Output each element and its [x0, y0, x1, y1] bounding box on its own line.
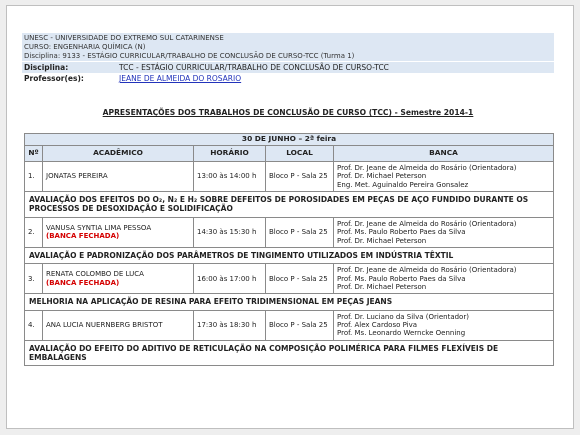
table-row	[25, 217, 554, 247]
student-name: VANUSA SYNTIA LIMA PESSOA	[46, 223, 152, 232]
banca-member: Prof. Alex Cardoso Piva	[337, 320, 418, 329]
closed-banca-note: (BANCA FECHADA)	[46, 278, 120, 287]
row-number: 2.	[25, 217, 43, 247]
student-cell	[43, 162, 194, 192]
closed-banca-note: (BANCA FECHADA)	[46, 232, 120, 241]
schedule-table	[24, 133, 554, 366]
professor-label: Professor(es):	[24, 74, 84, 83]
thesis-title: AVALIAÇÃO DO EFEITO DO ADITIVO DE RETICULAÇÃO NA COMPOSIÇÃO POLIMÉRICA PARA FILMES FLEXÍVEIS DE EMBALAGENS	[25, 340, 554, 366]
thesis-title: AVALIAÇÃO E PADRONIZAÇÃO DOS PARÂMETROS DE TINGIMENTO UTILIZADOS EM INDÚSTRIA TÊXTIL	[25, 247, 554, 263]
table-row	[25, 264, 554, 294]
page-title: APRESENTAÇÕES DOS TRABALHOS DE CONCLUSÃO DE CURSO (TCC) - Semestre 2014-1	[102, 108, 474, 117]
banca-member: Prof. Ms. Paulo Roberto Paes da Silva	[337, 274, 466, 283]
discipline-label: Disciplina:	[24, 63, 69, 72]
discipline-value: TCC - ESTÁGIO CURRICULAR/TRABALHO DE CONCLUSÃO DE CURSO-TCC	[119, 63, 389, 72]
student-name: JONATAS PEREIRA	[46, 172, 108, 181]
professor-row	[22, 73, 554, 84]
student-name: ANA LUCIA NUERNBERG BRISTOT	[46, 320, 163, 329]
banca-cell	[334, 217, 554, 247]
thesis-title: MELHORIA NA APLICAÇÃO DE RESINA PARA EFEITO TRIDIMENSIONAL EM PEÇAS JEANS	[25, 294, 554, 310]
banca-member: Eng. Met. Aguinaldo Pereira Gonsalez	[337, 180, 469, 189]
time-cell: 13:00 às 14:00 h	[194, 162, 266, 192]
course-line: CURSO: ENGENHARIA QUÍMICA (N)	[24, 43, 146, 51]
time-cell: 16:00 às 17:00 h	[194, 264, 266, 294]
thesis-title: AVALIAÇÃO DOS EFEITOS DO O₂, N₂ E H₂ SOBRE DEFEITOS DE POROSIDADES EM PEÇAS DE AÇO FUNDIDO DURANTE OS PROCESSOS DE DESOXIDAÇÃO E SOLIDIFICAÇÃO	[25, 192, 554, 218]
discipline-code-line: Disciplina: 9133 - ESTÁGIO CURRICULAR/TRABALHO DE CONCLUSÃO DE CURSO-TCC (Turma 1)	[24, 52, 355, 60]
table-row	[25, 310, 554, 340]
table-row	[25, 162, 554, 192]
column-header-num: Nº	[25, 146, 43, 162]
discipline-row	[22, 62, 554, 73]
place-cell: Bloco P - Sala 25	[266, 162, 334, 192]
column-header-time: HORÁRIO	[194, 146, 266, 162]
professor-link[interactable]: JEANE DE ALMEIDA DO ROSARIO	[119, 74, 242, 83]
banca-member: Prof. Dr. Luciano da Silva (Orientador)	[337, 312, 469, 321]
banca-member: Prof. Dr. Jeane de Almeida do Rosário (Orientadora)	[337, 219, 517, 228]
column-header-banca: BANCA	[334, 146, 554, 162]
banca-cell	[334, 264, 554, 294]
course-header	[22, 33, 554, 61]
banca-member: Prof. Dr. Michael Peterson	[337, 236, 427, 245]
banca-member: Prof. Ms. Paulo Roberto Paes da Silva	[337, 228, 466, 237]
banca-cell	[334, 310, 554, 340]
student-name: RENATA COLOMBO DE LUCA	[46, 270, 144, 279]
time-cell: 14:30 às 15:30 h	[194, 217, 266, 247]
row-number: 4.	[25, 310, 43, 340]
student-cell	[43, 264, 194, 294]
place-cell: Bloco P - Sala 25	[266, 310, 334, 340]
banca-member: Prof. Dr. Michael Peterson	[337, 282, 427, 291]
banca-member: Prof. Dr. Jeane de Almeida do Rosário (Orientadora)	[337, 163, 517, 172]
row-number: 1.	[25, 162, 43, 192]
banca-cell	[334, 162, 554, 192]
day-header: 30 DE JUNHO – 2ª feira	[25, 134, 554, 146]
place-cell: Bloco P - Sala 25	[266, 217, 334, 247]
banca-member: Prof. Ms. Leonardo Werncke Oenning	[337, 329, 466, 338]
time-cell: 17:30 às 18:30 h	[194, 310, 266, 340]
place-cell: Bloco P - Sala 25	[266, 264, 334, 294]
column-header-row	[25, 146, 554, 162]
student-cell	[43, 217, 194, 247]
student-cell	[43, 310, 194, 340]
row-number: 3.	[25, 264, 43, 294]
column-header-student: ACADÊMICO	[43, 146, 194, 162]
column-header-place: LOCAL	[266, 146, 334, 162]
banca-member: Prof. Dr. Michael Peterson	[337, 172, 427, 181]
university-line: UNESC - UNIVERSIDADE DO EXTREMO SUL CATARINENSE	[24, 34, 224, 42]
banca-member: Prof. Dr. Jeane de Almeida do Rosário (Orientadora)	[337, 266, 517, 275]
